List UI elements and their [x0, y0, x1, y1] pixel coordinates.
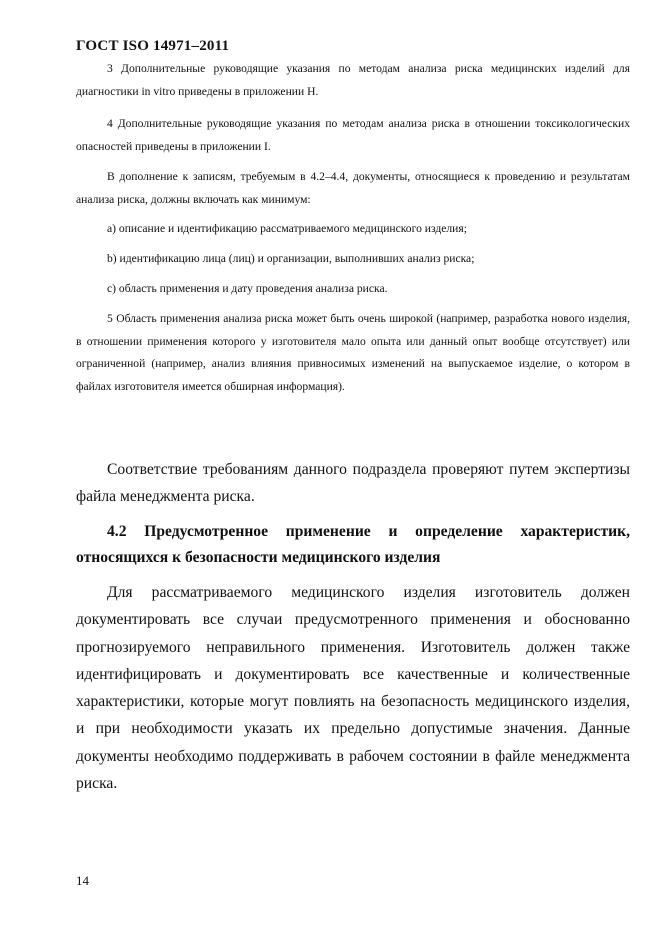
section-body: Для рассматриваемого медицинского изделия изготовитель должен документировать все случаи предусмотренного применения и обоснованно прогнозируемого неправильного применения. Изготовитель должен также идентифицировать и документировать все качественные и количественные характеристики, которые могут повлиять на безопасность медицинского изделия, и при необходимости указать их предельно допустимые значения. Данные документы необходимо поддерживать в рабочем состоянии в файле менеджмента риска.: [76, 584, 630, 793]
list-item-b: b) идентификацию лица (лиц) и организации, выполнивших анализ риска;: [107, 252, 475, 265]
section-heading: [76, 519, 630, 571]
records-block: [76, 166, 630, 211]
compliance-paragraph: Соответствие требованиям данного подраздела проверяют путем экспертизы файла менеджмента риска.: [76, 461, 630, 506]
note-5: 5 Область применения анализа риска может быть очень широкой (например, разработка нового изделия, в отношении применения которого у изготовителя мало опыта или данный опыт вообще отсутствует) или ограниченной (например, анализ влияния привносимых изменений на выпускаемое изделие, о котором в файлах изготовителя имеется обширная информация).: [76, 312, 630, 393]
notes-block-top: [76, 58, 630, 103]
list-item-c: c) область применения и дату проведения анализа риска.: [107, 282, 388, 295]
document-header: ГОСТ ISO 14971–2011: [76, 38, 230, 54]
note-4: 4 Дополнительные руководящие указания по методам анализа риска в отношении токсикологических опасностей приведены в приложении I.: [76, 117, 630, 153]
note-5-block: [76, 308, 630, 398]
page-number: 14: [76, 873, 89, 888]
section-number: 4.2: [107, 523, 127, 540]
notes-block-4: [76, 113, 630, 158]
list-item-a: a) описание и идентификацию рассматриваемого медицинского изделия;: [107, 222, 467, 235]
section-title: Предусмотренное применение и определение характеристик, относящихся к безопасности медицинского изделия: [76, 523, 630, 566]
records-intro: В дополнение к записям, требуемым в 4.2–4.4, документы, относящиеся к проведению и результатам анализа риска, должны включать как минимум:: [76, 170, 630, 206]
note-3: 3 Дополнительные руководящие указания по методам анализа риска медицинских изделий для диагностики in vitro приведены в приложении Н.: [76, 62, 630, 98]
